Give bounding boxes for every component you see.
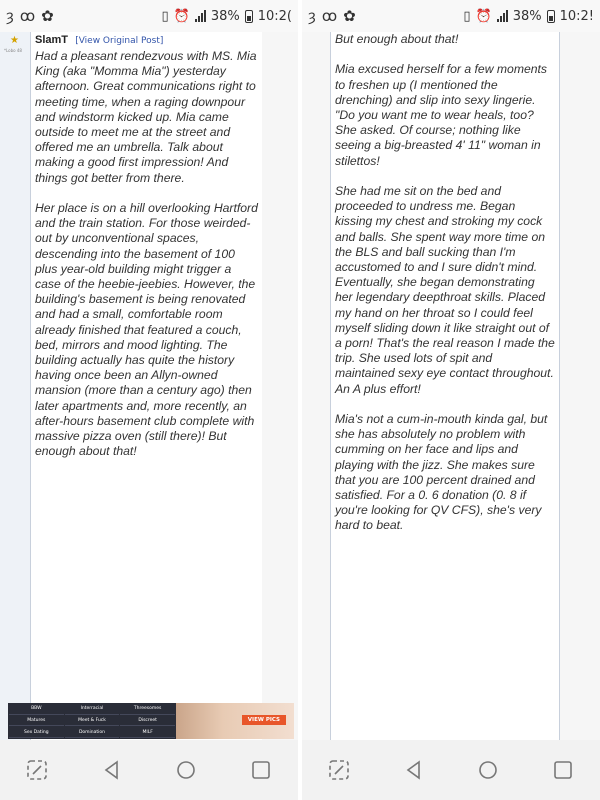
- vibrate-icon: ▯: [161, 8, 169, 24]
- clock: 10:2(: [257, 8, 292, 24]
- post-header: [31, 32, 262, 48]
- view-pics-button[interactable]: VIEW PICS: [242, 715, 286, 725]
- rank-star-icon: ★: [10, 35, 19, 46]
- post-paragraph: Mia excused herself for a few moments to freshen up (I mentioned the drenching) and slip into sexy lingerie. "Do you want me to wear heals, too? She asked. Of course; nothing like seeing a big-breasted 4' 11" woman in stilettos!: [335, 62, 548, 168]
- post-content: [30, 32, 262, 740]
- post-body: [31, 48, 262, 459]
- ad-category[interactable]: BBW: [9, 704, 64, 715]
- android-nav-bar: [302, 740, 600, 800]
- battery-percent: 38%: [512, 8, 542, 24]
- voicemail-icon: ꝏ: [19, 7, 36, 25]
- battery-icon: [245, 10, 253, 23]
- post-body: [331, 32, 559, 534]
- post-paragraph: Her place is on a hill overlooking Hartford and the train station. For those weirded-out by unconventional spaces, descending into the basement of 100 plus year-old building might trigger a case of the heebie-jeebies. However, the building's basement is being renovated and had a small, comfortable room already finished that featured a couch, bed, mirrors and mood lighting. The building actually has quite the history having once been an Allyn-owned mansion (more than a century ago) then later apartments and, more recently, an after-hours basement club complete with massive pizza oven (still there)! But enough about that!: [35, 201, 258, 459]
- ad-category[interactable]: MILF: [120, 727, 175, 738]
- android-nav-bar: [0, 740, 298, 800]
- flower-icon: ✿: [343, 7, 356, 25]
- back-icon[interactable]: [402, 758, 426, 782]
- screenshot-edit-icon[interactable]: [327, 758, 351, 782]
- screenshot-edit-icon[interactable]: [25, 758, 49, 782]
- post-paragraph: But enough about that!: [335, 32, 459, 46]
- battery-percent: 38%: [210, 8, 240, 24]
- back-icon[interactable]: [100, 758, 124, 782]
- recents-icon[interactable]: [551, 758, 575, 782]
- user-info-column: [0, 32, 30, 740]
- view-original-post-link[interactable]: [View Original Post]: [75, 36, 164, 46]
- alarm-icon: ⏰: [475, 8, 492, 24]
- signal-icon: [195, 10, 206, 22]
- ad-category[interactable]: Threesomes: [120, 704, 175, 715]
- vibrate-icon: ▯: [463, 8, 471, 24]
- ad-category[interactable]: Domination: [65, 727, 120, 738]
- status-bar: [0, 0, 298, 32]
- signal-icon: [497, 10, 508, 22]
- ad-category-grid: [8, 703, 176, 739]
- ad-category[interactable]: Discreet: [120, 716, 175, 727]
- ad-category[interactable]: Meet & Fuck: [65, 716, 120, 727]
- ad-category[interactable]: Sex Dating: [9, 727, 64, 738]
- post-paragraph: Mia's not a cum-in-mouth kinda gal, but she has absolutely no problem with cumming on her face and lips and playing with the jizz. She makes sure that you are 100 percent drained and satisfied. For a 0. 6 donation (0. 8 if you're looking for QV CFS), she's very hard to beat.: [335, 412, 548, 533]
- right-screen: [302, 0, 600, 800]
- flower-icon: ✿: [41, 7, 54, 25]
- battery-icon: [547, 10, 555, 23]
- ad-category[interactable]: Matures: [9, 716, 64, 727]
- left-screen: [0, 0, 298, 800]
- alarm-icon: ⏰: [173, 8, 190, 24]
- ad-category[interactable]: Interracial: [65, 704, 120, 715]
- post-content: [330, 32, 560, 740]
- voicemail-icon: ꝏ: [321, 7, 338, 25]
- notification-icon: ȝ: [6, 7, 14, 25]
- post-paragraph: She had me sit on the bed and proceeded to undress me. Began kissing my chest and stroking my cock and balls. She spent way more time on the BLS and ball sucking than I'm accustomed to and I sure didn't mind. Eventually, she began demonstrating her legendary deepthroat skills. Placed my hand on her throat so I could feel myself sliding down it like straight out of a porn! That's the real reason I made the trip. She used lots of spit and maintained sexy eye contact throughout. An A plus effort!: [335, 184, 555, 396]
- ad-banner[interactable]: [8, 703, 294, 739]
- status-bar: [302, 0, 600, 32]
- clock: 10:2!: [559, 8, 594, 24]
- home-icon[interactable]: [476, 758, 500, 782]
- username[interactable]: SlamT: [35, 34, 69, 46]
- rank-label: *Lobo 48: [4, 48, 22, 53]
- notification-icon: ȝ: [308, 7, 316, 25]
- post-paragraph: Had a pleasant rendezvous with MS. Mia King (aka "Momma Mia") yesterday afternoon. Great communications right to meeting time, when a raging downpour and windstorm kicked up. Mia came outside to meet me at the street and offered me an umbrella. Talk about making a good first impression! And things got better from there.: [35, 49, 257, 185]
- ad-image[interactable]: [176, 703, 294, 739]
- recents-icon[interactable]: [249, 758, 273, 782]
- home-icon[interactable]: [174, 758, 198, 782]
